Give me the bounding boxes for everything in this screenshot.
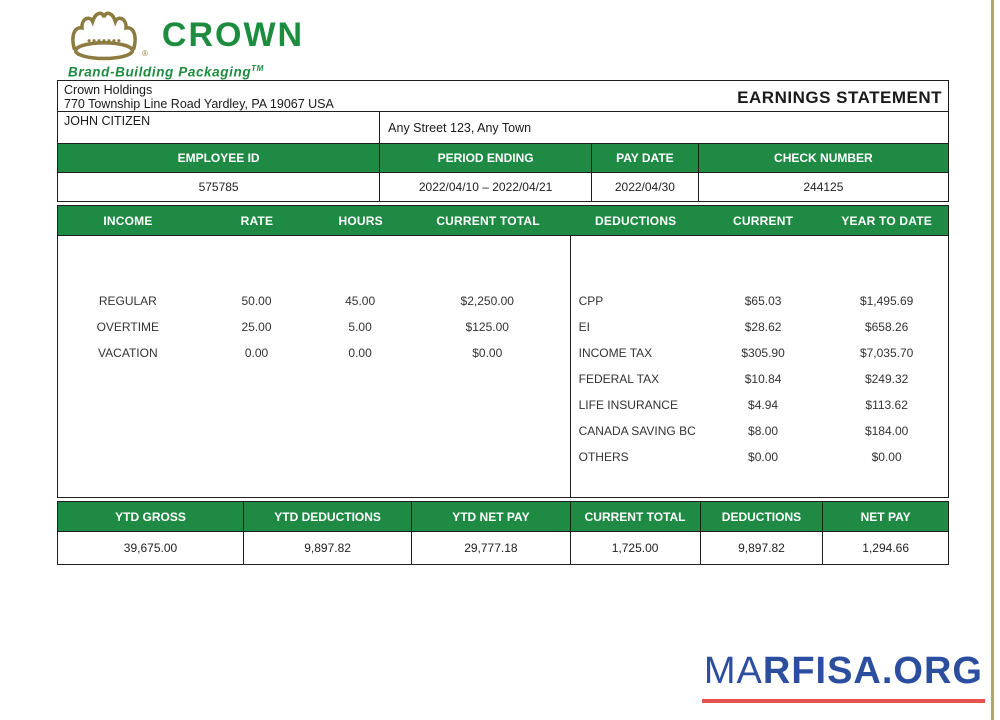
company-header-row (57, 80, 949, 112)
col-rate: RATE (240, 213, 274, 228)
deduction-row (571, 366, 948, 392)
pay-info-header-row (57, 143, 949, 173)
header-current-total: CURRENT TOTAL (571, 502, 701, 531)
deduction-row (571, 444, 948, 470)
summary-header-row (57, 501, 949, 532)
watermark-text (704, 650, 983, 692)
pay-info-values-row (57, 172, 949, 202)
income-rate: 25.00 (241, 320, 272, 334)
watermark-text-light: MA (703, 650, 763, 692)
deduction-ytd: $184.00 (864, 424, 909, 438)
trademark-mark: TM (251, 64, 264, 73)
col-current: CURRENT (733, 213, 794, 228)
company-name: Crown Holdings (64, 83, 153, 97)
income-label: OVERTIME (96, 320, 160, 334)
value-pay-date: 2022/04/30 (592, 173, 699, 201)
col-deductions: DEDUCTIONS (595, 213, 677, 228)
col-income: INCOME (103, 213, 153, 228)
income-label: REGULAR (98, 294, 157, 308)
deduction-current: $4.94 (748, 398, 779, 412)
page-edge-line (991, 0, 994, 720)
deduction-row (571, 314, 948, 340)
deduction-label: OTHERS (578, 450, 629, 464)
income-row (58, 340, 570, 366)
deduction-label: FEDERAL TAX (578, 372, 660, 386)
header-ytd-deductions: YTD DEDUCTIONS (244, 502, 412, 531)
value-period-ending: 2022/04/10 – 2022/04/21 (380, 173, 592, 201)
income-row (58, 314, 570, 340)
deduction-current: $10.84 (744, 372, 782, 386)
income-section (58, 236, 571, 497)
deduction-row (571, 392, 948, 418)
deductions-section (571, 236, 948, 497)
crown-icon (60, 8, 148, 62)
income-hours: 5.00 (348, 320, 372, 334)
income-row (58, 288, 570, 314)
header-pay-date: PAY DATE (592, 144, 699, 172)
deduction-current: $65.03 (744, 294, 782, 308)
income-current-total: $2,250.00 (460, 294, 514, 308)
earnings-table-body (57, 235, 949, 498)
header-employee-id: EMPLOYEE ID (58, 144, 380, 172)
deduction-ytd: $1,495.69 (859, 294, 914, 308)
watermark-text-bold: RFISA.ORG (762, 650, 983, 692)
value-current-total: 1,725.00 (571, 532, 701, 564)
income-current-total: $0.00 (472, 346, 503, 360)
deduction-row (571, 418, 948, 444)
header-deductions: DEDUCTIONS (701, 502, 824, 531)
registered-mark: ® (142, 48, 148, 58)
header-net-pay: NET PAY (860, 509, 911, 524)
value-check-number: 244125 (803, 180, 844, 194)
deduction-row (571, 288, 948, 314)
value-employee-id: 575785 (58, 173, 380, 201)
value-deductions: 9,897.82 (701, 532, 824, 564)
deduction-row (571, 340, 948, 366)
income-rate: 0.00 (244, 346, 269, 360)
value-net-pay: 1,294.66 (862, 541, 910, 555)
deduction-label: EI (578, 320, 590, 334)
brand-wordmark: CROWN (161, 15, 305, 54)
income-current-total: $125.00 (465, 320, 509, 334)
company-address: 770 Township Line Road Yardley, PA 19067 USA (64, 97, 334, 111)
deduction-ytd: $249.32 (864, 372, 909, 386)
statement-title: EARNINGS STATEMENT (737, 88, 942, 107)
deduction-current: $28.62 (744, 320, 782, 334)
deduction-current: $0.00 (748, 450, 779, 464)
col-current-total: CURRENT TOTAL (436, 213, 540, 228)
company-info (58, 81, 334, 111)
header-period-ending: PERIOD ENDING (380, 144, 592, 172)
deduction-ytd: $7,035.70 (859, 346, 914, 360)
col-hours: HOURS (338, 213, 383, 228)
income-label: VACATION (98, 346, 158, 360)
employee-row (57, 111, 949, 144)
employee-name: JOHN CITIZEN (58, 112, 380, 143)
deduction-ytd: $113.62 (865, 398, 908, 412)
income-hours: 0.00 (348, 346, 372, 360)
value-ytd-gross: 39,675.00 (58, 532, 244, 564)
deduction-label: LIFE INSURANCE (578, 398, 678, 412)
tagline-text: Brand-Building Packaging (68, 64, 252, 80)
employee-address: Any Street 123, Any Town (388, 120, 532, 135)
earnings-statement-document (57, 80, 949, 565)
deduction-ytd: $0.00 (871, 450, 902, 464)
deduction-current: $8.00 (748, 424, 779, 438)
header-ytd-net-pay: YTD NET PAY (412, 502, 570, 531)
deduction-current: $305.90 (741, 346, 785, 360)
earnings-table-header (57, 205, 949, 236)
income-hours: 45.00 (345, 294, 376, 308)
summary-values-row (57, 531, 949, 565)
crown-logo (60, 8, 380, 80)
income-rate: 50.00 (241, 294, 272, 308)
value-ytd-deductions: 9,897.82 (244, 532, 412, 564)
marfisa-watermark (702, 650, 985, 703)
deduction-label: CPP (578, 294, 604, 308)
col-year-to-date: YEAR TO DATE (841, 213, 932, 228)
value-ytd-net-pay: 29,777.18 (412, 532, 570, 564)
deduction-label: INCOME TAX (578, 346, 653, 360)
brand-tagline (68, 64, 380, 80)
header-check-number: CHECK NUMBER (774, 151, 873, 165)
deduction-label: CANADA SAVING BC (578, 424, 696, 438)
header-ytd-gross: YTD GROSS (58, 502, 244, 531)
deduction-ytd: $658.26 (864, 320, 909, 334)
